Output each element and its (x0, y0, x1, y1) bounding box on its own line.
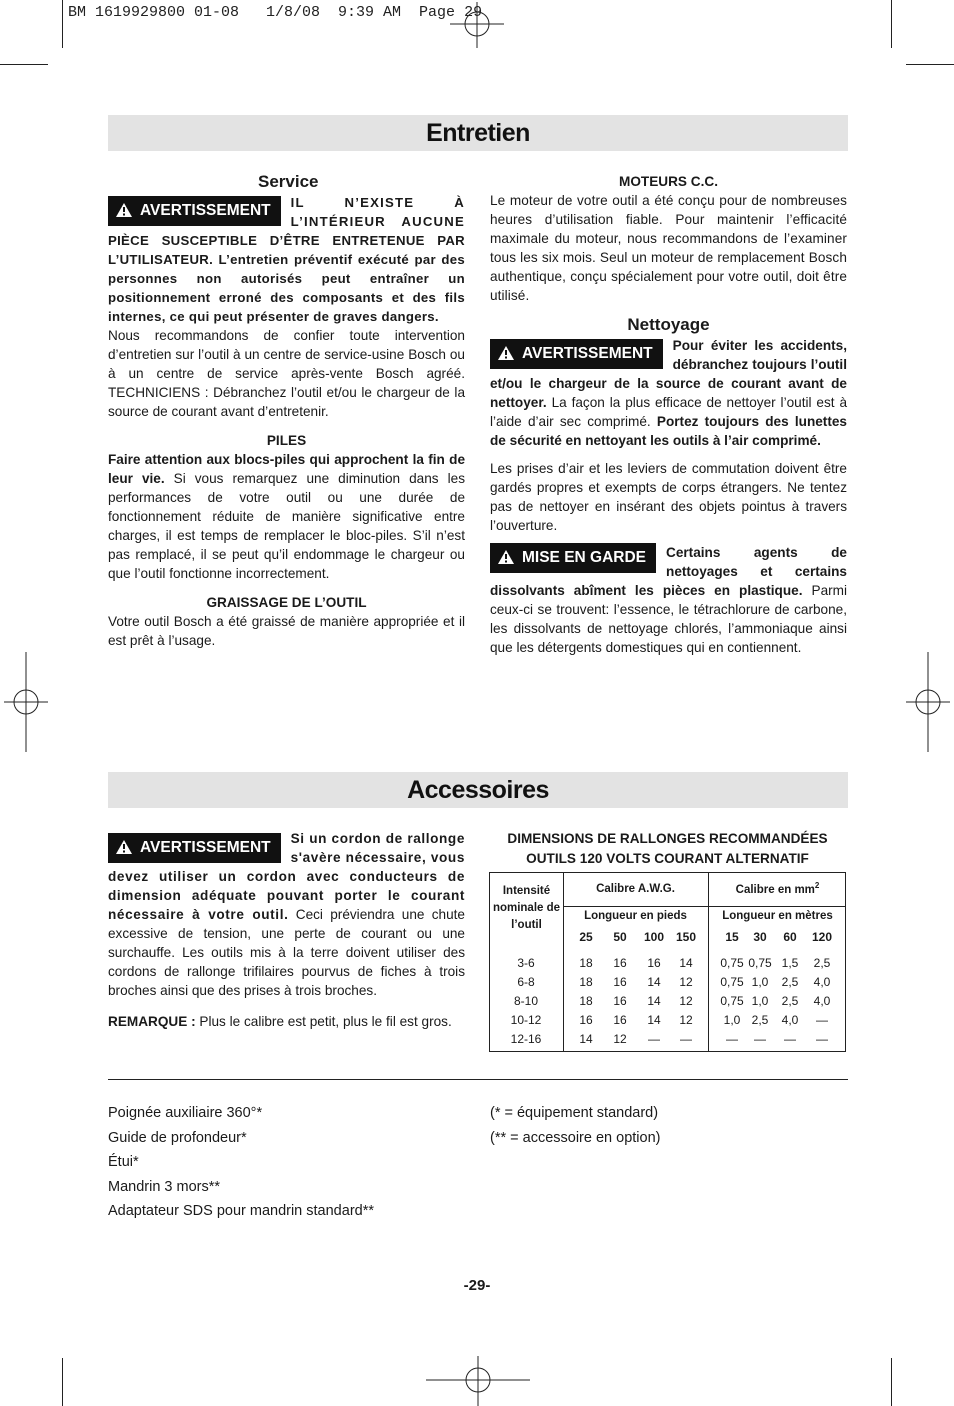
header-feet: Longueur en pieds (584, 910, 687, 922)
accessory-list (108, 1101, 374, 1224)
service-text: Nous recommandons de confier toute intervention d’entretien sur l’outil à un centre de service-usine Bosch ou à un centre de service après-vente Bosch agréé. TECHNICIENS : Débranchez l’outil et/ou le chargeur de la source de courant avant d’entretenir. (108, 328, 465, 419)
crop-mark (0, 64, 48, 65)
table-cell-awg: 18 (579, 975, 593, 989)
warning-triangle-icon (498, 346, 514, 360)
graissage-heading: GRAISSAGE DE L’OUTIL (206, 595, 367, 610)
header-mm (709, 881, 846, 896)
crop-mark (62, 1358, 63, 1406)
warning-label: AVERTISSEMENT (140, 839, 271, 856)
table-cell-awg: 12 (679, 1013, 693, 1027)
meter-length: 60 (783, 930, 797, 944)
section-title-entretien: Entretien (108, 115, 848, 151)
entretien-left-column (108, 171, 465, 650)
graissage-text: Votre outil Bosch a été graissé de manière appropriée et il est prêt à l’usage. (108, 614, 465, 648)
accessoires-warning-bold: devez utiliser un cordon avec conducteurs de dimension adéquate pouvant porter le courant nécessaire à votre outil. (108, 869, 465, 922)
table-cell-awg: — (648, 1032, 660, 1046)
page-number: -29- (463, 1277, 491, 1294)
header-amps: Intensité nominale de l’outil (492, 885, 561, 931)
table-cell-mm: 2,5 (751, 1013, 769, 1027)
nettoyage-heading: Nettoyage (627, 315, 710, 334)
caution-badge (490, 543, 656, 573)
meter-length: 15 (725, 930, 739, 944)
table-cell-awg: 14 (647, 994, 661, 1008)
list-item: Étui* (108, 1154, 139, 1170)
header-awg: Calibre A.W.G. (596, 883, 675, 895)
warning-label: AVERTISSEMENT (522, 345, 653, 362)
piles-bold: Faire attention aux blocs-piles qui approchent la fin de leur vie. (108, 452, 465, 486)
table-cell-awg: 14 (679, 956, 693, 970)
table-cell-mm: — (726, 1032, 738, 1046)
table-cell-mm: 4,0 (781, 1013, 799, 1027)
table-cell-amps: 6-8 (517, 975, 535, 989)
nettoyage-warning-bold: et/ou le chargeur de la source de courant avant de nettoyer. (490, 376, 847, 410)
table-divider (563, 873, 564, 1051)
table-title-line2: OUTILS 120 VOLTS COURANT ALTERNATIF (526, 851, 809, 866)
warning-label: AVERTISSEMENT (140, 202, 271, 219)
registration-mark-icon (4, 652, 48, 752)
accessoires-left-column (108, 829, 465, 1031)
list-item: Guide de profondeur* (108, 1129, 247, 1146)
table-cell-awg: 14 (647, 975, 661, 989)
nettoyage-warning-bold2: Portez toujours des lunettes de sécurité en nettoyant les outils à l’air comprimé. (490, 414, 847, 448)
table-cell-mm: — (784, 1032, 796, 1046)
feet-length: 25 (579, 930, 593, 944)
nettoyage-text: Les prises d’air et les leviers de commutation doivent être gardés propres et exempts de corps étrangers. Ne tentez pas de nettoyer en insérant des objets pointus à travers l’ouverture. (490, 461, 847, 533)
caution-body: Parmi ceux-ci se trouvent: l’essence, le tétrachlorure de carbone, les dissolvants de nettoyage chlorés, l’ammoniaque ainsi que les détergents domestiques qui en contiennent. (490, 583, 847, 655)
moteurs-text: Le moteur de votre outil a été conçu pour de nombreuses heures d’utilisation fiable. Pour maintenir l’efficacité maximale du moteur, nous recommandons de l’examiner tous les six mois. Seul un moteur de remplacement Bosch authentique, conçu spécialement pour votre outil, doit être utilisé. (490, 193, 847, 303)
table-title (489, 829, 846, 869)
header-mm-sup: 2 (814, 881, 820, 890)
table-cell-awg: 14 (579, 1032, 593, 1046)
crop-mark (906, 64, 954, 65)
accessoires-warning-body: Ceci préviendra une chute excessive de tension, une perte de courant ou une surchauffe. Les outils mis à la terre doivent utiliser des cordons de rallonge trifilaires pourvus de fiches à trois broches ainsi que des prises à trois broches. (108, 907, 465, 998)
table-cell-mm: 1,5 (781, 956, 799, 970)
divider-rule (108, 1079, 848, 1080)
crop-mark (891, 1358, 892, 1406)
caution-label: MISE EN GARDE (522, 549, 647, 566)
print-slug: BM 1619929800 01-08 1/8/08 9:39 AM Page 29 (68, 4, 483, 21)
table-cell-awg: 16 (613, 975, 627, 989)
table-cell-mm: 1,0 (751, 994, 769, 1008)
warning-badge (108, 833, 281, 863)
crop-mark (62, 0, 63, 48)
registration-mark-icon (450, 2, 504, 48)
list-item: Adaptateur SDS pour mandrin standard** (108, 1203, 374, 1219)
section-title-accessoires: Accessoires (108, 772, 848, 808)
service-warning-body: PIÈCE SUSCEPTIBLE D’ÊTRE ENTRETENUE PAR L’UTILISATEUR. L’entretien préventif exécuté par des personnes non autorisés peut entraîner un positionnement erroné des composants et des fils internes, ce qui peut présenter de graves dangers. (108, 233, 465, 324)
piles-heading: PILES (266, 433, 307, 448)
service-warning-lead: IL N’EXISTE À L’INTÉRIEUR AUCUNE (290, 195, 465, 229)
list-item: Mandrin 3 mors** (108, 1178, 221, 1195)
feet-length: 50 (613, 930, 627, 944)
table-cell-mm: 0,75 (748, 956, 772, 970)
nettoyage-warning-body: La façon la plus efficace de nettoyer l’outil est à l’aide d’air sec comprimé. (490, 395, 848, 429)
table-cell-mm: 2,5 (781, 994, 799, 1008)
table-cell-amps: 12-16 (510, 1032, 542, 1046)
piles-text (108, 450, 465, 583)
list-item: Poignée auxiliaire 360°* (108, 1105, 263, 1121)
warning-triangle-icon (116, 840, 132, 854)
entretien-right-column (490, 172, 847, 657)
registration-mark-icon (906, 652, 950, 752)
table-cell-mm: — (816, 1013, 828, 1027)
table-cell-mm: 1,0 (751, 975, 769, 989)
table-cell-awg: 14 (647, 1013, 661, 1027)
piles-body: Si vous remarquez une diminution dans les performances de votre outil ou une durée de fonctionnement réduite de manière significative entre charges, il est temps de remplacer le bloc-piles. S’il n’est pas remplacé, il se peut qu’il endommage le chargeur ou que l’outil fonctionne incorrectement. (108, 471, 465, 581)
remarque-text: Plus le calibre est petit, plus le fil est gros. (199, 1014, 452, 1029)
remarque (108, 1012, 465, 1031)
table-cell-mm: 0,75 (720, 956, 744, 970)
table-cell-awg: 16 (613, 956, 627, 970)
service-heading: Service (258, 172, 319, 191)
crop-mark (891, 0, 892, 48)
table-cell-awg: 12 (679, 975, 693, 989)
table-cell-amps: 10-12 (510, 1013, 542, 1027)
feet-length: 100 (643, 930, 665, 944)
table-cell-mm: 2,5 (781, 975, 799, 989)
meter-length: 30 (753, 930, 767, 944)
warning-triangle-icon (498, 550, 514, 564)
moteurs-heading: MOTEURS C.C. (619, 174, 718, 189)
table-divider (708, 873, 709, 1051)
table-cell-awg: 16 (613, 1013, 627, 1027)
table-cell-mm: 4,0 (813, 994, 831, 1008)
table-cell-awg: 18 (579, 956, 593, 970)
caution-lead: Certains agents de nettoyages et certains (666, 545, 847, 579)
legend-item: (** = accessoire en option) (490, 1129, 661, 1146)
table-cell-mm: 0,75 (720, 994, 744, 1008)
table-cell-awg: 16 (579, 1013, 593, 1027)
table-cell-awg: — (680, 1032, 692, 1046)
meter-length: 120 (811, 930, 833, 944)
warning-triangle-icon (116, 203, 132, 217)
header-mm-label: Calibre en mm (735, 883, 815, 896)
table-cell-mm: 2,5 (813, 956, 831, 970)
legend-item: (* = équipement standard) (490, 1105, 659, 1121)
table-cell-awg: 16 (647, 956, 661, 970)
table-cell-mm: — (754, 1032, 766, 1046)
table-cell-amps: 3-6 (517, 956, 535, 970)
nettoyage-warning-lead: Pour éviter les accidents, débranchez toujours l’outil (672, 338, 847, 372)
registration-mark-icon (426, 1356, 530, 1406)
table-cell-awg: 12 (679, 994, 693, 1008)
table-title-line1: DIMENSIONS DE RALLONGES RECOMMANDÉES (507, 831, 828, 846)
accessoires-warning-lead: Si un cordon de rallonge s'avère nécessaire, vous (290, 831, 465, 865)
table-cell-awg: 12 (613, 1032, 627, 1046)
table-cell-awg: 16 (613, 994, 627, 1008)
feet-length: 150 (675, 930, 697, 944)
table-cell-mm: 4,0 (813, 975, 831, 989)
table-cell-mm: 0,75 (720, 975, 744, 989)
extension-cord-table (489, 872, 846, 1052)
table-cell-awg: 18 (579, 994, 593, 1008)
header-meters: Longueur en mètres (722, 910, 833, 922)
table-cell-mm: 1,0 (723, 1013, 741, 1027)
warning-badge (108, 196, 281, 226)
accessory-legend (490, 1101, 660, 1150)
caution-bold: dissolvants abîment les pièces en plastique. (490, 583, 803, 598)
table-cell-mm: — (816, 1032, 828, 1046)
table-cell-amps: 8-10 (513, 994, 539, 1008)
warning-badge (490, 339, 663, 369)
remarque-label: REMARQUE : (108, 1014, 196, 1029)
table-divider (563, 906, 845, 907)
